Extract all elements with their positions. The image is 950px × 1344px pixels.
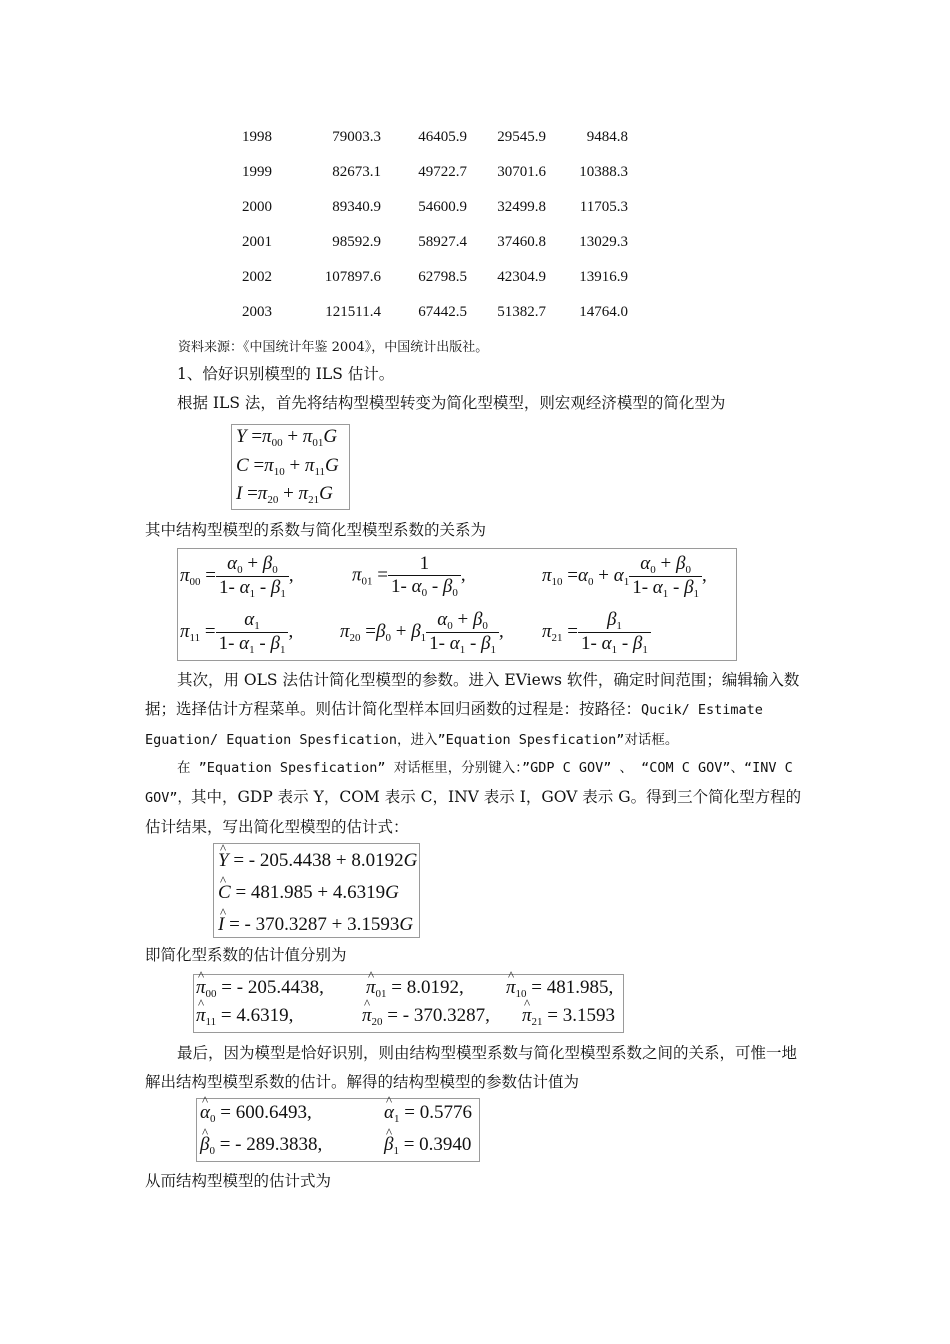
year-cell: 2000 bbox=[242, 199, 272, 215]
data-table bbox=[0, 0, 628, 320]
year-cell: 1998 bbox=[242, 129, 272, 145]
value-cell: 62798.5 bbox=[418, 269, 467, 285]
paragraph-2: 其中结构型模型的系数与简化型模型系数的关系为 bbox=[145, 521, 487, 539]
value-cell: 9484.8 bbox=[586, 129, 628, 145]
relation-box: $\pi_{00}$ = $\frac{\alpha_0 + \beta_0}{1- \alpha_1 - \beta_1}$ , $\pi_{01}$ = $\frac{1}{1- \alpha_0 - \beta_0}$ , $\pi_{10} =\alpha_0 + \alpha_1$ $\frac{\alpha_0 + \beta_0}{1- \alpha_1 - \beta_1}$ , $\pi_{11}$ = $\frac{\alpha_1}{1- \alpha_1 - \beta_1}$ , $\pi_{20} =\beta_0 + \beta_1$ $\frac{\alpha_0 + \beta_0}{1- \alpha_1 - \beta_1}$ , $\pi_{21}$ = $\frac{\beta_1}{1- \alpha_1 - \beta_1}$ bbox=[177, 548, 737, 661]
value-cell: 42304.9 bbox=[497, 269, 546, 285]
value-cell: 30701.6 bbox=[497, 164, 546, 180]
value-cell: 58927.4 bbox=[418, 234, 467, 250]
value-cell: 13029.3 bbox=[579, 234, 628, 250]
paragraph-5: 即简化型系数的估计值分别为 bbox=[145, 946, 347, 964]
source-note: 资料来源：《中国统计年鉴 2004》，中国统计出版社。 bbox=[178, 340, 489, 355]
value-cell: 14764.0 bbox=[579, 304, 628, 320]
paragraph-7: 从而结构型模型的估计式为 bbox=[145, 1172, 332, 1190]
year-cell: 2002 bbox=[242, 269, 272, 285]
paragraph-6: 最后，因为模型是恰好识别，则由结构型模型系数与简化型模型系数之间的关系，可惟一地解出结构型模型系数的估计。解得的结构型模型的参数估计值为 bbox=[145, 1044, 798, 1091]
reduced-form-box: $Y =\pi_{00} + \pi_{01}G$ $C =\pi_{10} + \pi_{11}G$ $I =\pi_{20} + \pi_{21}G$ bbox=[231, 424, 350, 510]
heading-ils: 1、恰好识别模型的 ILS 估计。 bbox=[177, 365, 395, 383]
value-cell: 49722.7 bbox=[418, 164, 467, 180]
paragraph-1: 根据 ILS 法，首先将结构型模型转变为简化型模型，则宏观经济模型的简化型为 bbox=[177, 394, 726, 412]
value-cell: 46405.9 bbox=[418, 129, 467, 145]
year-cell: 1999 bbox=[242, 164, 272, 180]
value-cell: 79003.3 bbox=[332, 129, 381, 145]
value-cell: 98592.9 bbox=[332, 234, 381, 250]
year-cell: 2003 bbox=[242, 304, 272, 320]
value-cell: 107897.6 bbox=[324, 269, 381, 285]
value-cell: 29545.9 bbox=[497, 129, 546, 145]
value-cell: 121511.4 bbox=[325, 304, 381, 320]
estimate-box: ^ Y = - 205.4438 + 8.0192G ^ C = 481.985 + 4.6319G ^ I = - 370.3287 + 3.1593G bbox=[213, 843, 420, 938]
value-cell: 11705.3 bbox=[579, 199, 628, 215]
value-cell: 89340.9 bbox=[332, 199, 381, 215]
value-cell: 37460.8 bbox=[497, 234, 546, 250]
value-cell: 13916.9 bbox=[579, 269, 628, 285]
value-cell: 10388.3 bbox=[579, 164, 628, 180]
value-cell: 67442.5 bbox=[418, 304, 467, 320]
value-cell: 51382.7 bbox=[497, 304, 546, 320]
value-cell: 32499.8 bbox=[497, 199, 546, 215]
paragraph-4: 在 ”Equation Spesfication” 对话框里，分别键入：”GDP C GOV” 、 “COM C GOV”、“INV C GOV”，其中，GDP 表示 Y，COM 表示 C，INV 表示 I，GOV 表示 G。得到三个简化型方程的估计结果，写出简化型模型的估计式： bbox=[145, 760, 802, 836]
structural-estimate-box: ^ $\alpha_0 = 600.6493$, ^ $\alpha_1 = 0.5776$ ^ $\beta_0$ = - 289.3838, ^ $\beta_1 = 0.3940$ bbox=[196, 1098, 480, 1162]
value-cell: 82673.1 bbox=[332, 164, 381, 180]
pi-estimate-box: ^ $\pi_{00}$ = - 205.4438, ^ $\pi_{01} = 8.0192$, ^ $\pi_{10} = 481.985$, ^ $\pi_{11} = 4.6319$, ^ $\pi_{20}$ = - 370.3287, ^ $\pi_{21} = 3.1593$ bbox=[193, 974, 624, 1033]
value-cell: 54600.9 bbox=[418, 199, 467, 215]
year-cell: 2001 bbox=[242, 234, 272, 250]
paragraph-3: 其次，用 OLS 法估计简化型模型的参数。进入 EViews 软件，确定时间范围；编辑输入数据；选择估计方程菜单。则估计简化型样本回归函数的过程是：按路径：Qucik/ Estimate Eguation/ Equation Spesfication，进入”Equation Spesfication”对话框。 bbox=[145, 671, 800, 748]
